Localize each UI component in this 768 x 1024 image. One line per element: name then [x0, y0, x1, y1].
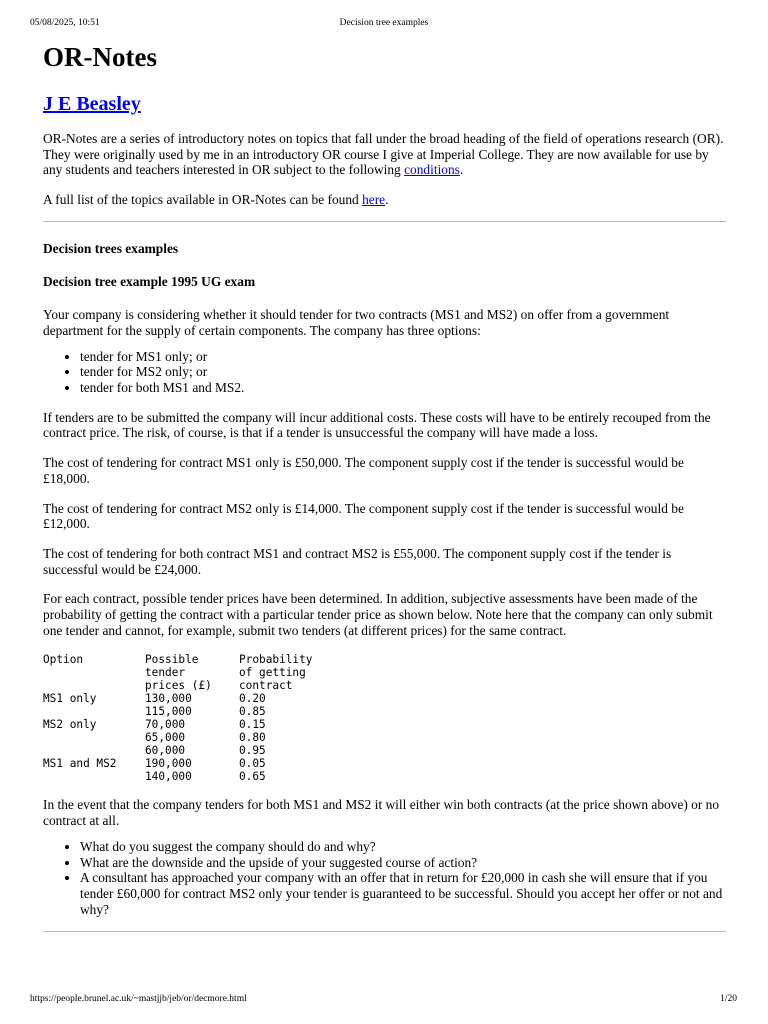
print-url: https://people.brunel.ac.uk/~mastjjb/jeb/or/decmore.html [30, 994, 247, 1004]
body-paragraph: The cost of tendering for contract MS2 only is £14,000. The component supply cost if the tender is successful would be £12,000. [43, 500, 684, 532]
page-content [43, 40, 726, 932]
table-cell: tender [145, 666, 186, 680]
table-row [43, 731, 726, 744]
body-paragraph: Your company is considering whether it should tender for two contracts (MS1 and MS2) on offer from a government department for the supply of certain components. The company has three options: [43, 307, 670, 338]
table-cell: Probability [239, 653, 313, 667]
list-item: • What do you suggest the company should do and why? [80, 839, 726, 855]
author-heading [43, 91, 726, 117]
intro-paragraph [43, 131, 726, 178]
topics-paragraph [43, 192, 726, 208]
divider [43, 931, 726, 932]
table-cell: Option [43, 653, 84, 667]
table-row [43, 744, 726, 757]
list-item: • tender for both MS1 and MS2. [80, 380, 726, 396]
topics-text: A full list of the topics available in OR-Notes can be found [43, 192, 363, 208]
table-cell: of getting [239, 666, 306, 680]
table-cell: MS1 only [43, 692, 97, 706]
print-page-title: Decision tree examples [339, 18, 429, 28]
table-cell: 0.85 [239, 705, 266, 719]
table-cell: MS1 and MS2 [43, 757, 117, 771]
table-cell: 70,000 [145, 718, 186, 732]
table-row [43, 757, 726, 770]
print-datetime: 05/08/2025, 10:51 [30, 18, 100, 28]
table-cell: 60,000 [145, 744, 186, 758]
body-paragraph: If tenders are to be submitted the company will incur additional costs. These costs will have to be entirely recouped from the contract price. The risk, of course, is that if a tender is unsuccessful the company will have made a loss. [43, 409, 711, 441]
print-header [0, 18, 768, 32]
table-cell: 0.15 [239, 718, 266, 732]
options-list [43, 349, 726, 396]
intro-text: OR-Notes are a series of introductory notes on topics that fall under the broad heading of the field of operations research (OR). They were originally used by me in an introductory OR course I give at Imperial College. They are now available for use by any students and teachers interested in OR subject to the following [43, 131, 724, 178]
list-item: • A consultant has approached your company with an offer that in return for £20,000 in cash she will ensure that if you tender £60,000 for contract MS2 only your tender is guaranteed to be successful. Should you accept her offer or not and why? [80, 870, 726, 917]
tender-price-table [43, 653, 726, 783]
table-cell: MS2 only [43, 718, 97, 732]
print-page-number: 1/20 [720, 994, 737, 1004]
table-cell: 65,000 [145, 731, 186, 745]
conditions-link[interactable]: conditions [404, 162, 460, 178]
list-item: • tender for MS1 only; or [80, 349, 726, 365]
topics-here-link[interactable]: here [362, 192, 386, 208]
topics-text-end: . [385, 192, 389, 208]
table-cell: 140,000 [145, 770, 192, 784]
print-footer [0, 994, 768, 1008]
body-paragraph: The cost of tendering for both contract MS1 and contract MS2 is £55,000. The component supply cost if the tender is successful would be £24,000. [43, 545, 672, 577]
table-row [43, 770, 726, 783]
table-cell: 115,000 [145, 705, 192, 719]
table-cell: 0.80 [239, 731, 266, 745]
table-cell: 130,000 [145, 692, 192, 706]
intro-text-end: . [459, 162, 464, 178]
table-cell: 0.65 [239, 770, 266, 784]
table-cell: Possible [145, 653, 199, 667]
list-item: • tender for MS2 only; or [80, 364, 726, 380]
table-cell: contract [239, 679, 293, 693]
body-paragraph: For each contract, possible tender prices have been determined. In addition, subjective assessments have been made of the probability of getting the contract with a particular tender price as shown below. Note here that the company can only submit one tender and cannot, for example, submit two tenders (at different prices) for the same contract. [43, 591, 713, 638]
section-heading: Decision trees examples [43, 240, 179, 256]
site-title: OR-Notes [43, 42, 157, 72]
questions-list [43, 839, 726, 918]
table-cell: 0.20 [239, 692, 266, 706]
author-link[interactable]: J E Beasley [43, 93, 141, 115]
table-row [43, 705, 726, 718]
body-paragraph: In the event that the company tenders for both MS1 and MS2 it will either win both contracts (at the price shown above) or no contract at all. [43, 797, 720, 829]
table-row [43, 666, 726, 679]
table-row [43, 653, 726, 666]
list-item: • What are the downside and the upside of your suggested course of action? [80, 855, 726, 871]
table-cell: 0.95 [239, 744, 266, 758]
table-row [43, 679, 726, 692]
example-heading: Decision tree example 1995 UG exam [43, 273, 256, 289]
table-row [43, 692, 726, 705]
table-cell: prices (£) [145, 679, 212, 693]
table-cell: 0.05 [239, 757, 266, 771]
body-paragraph: The cost of tendering for contract MS1 only is £50,000. The component supply cost if the tender is successful would be £18,000. [43, 455, 684, 486]
table-row [43, 718, 726, 731]
table-cell: 190,000 [145, 757, 192, 771]
divider [43, 221, 726, 222]
